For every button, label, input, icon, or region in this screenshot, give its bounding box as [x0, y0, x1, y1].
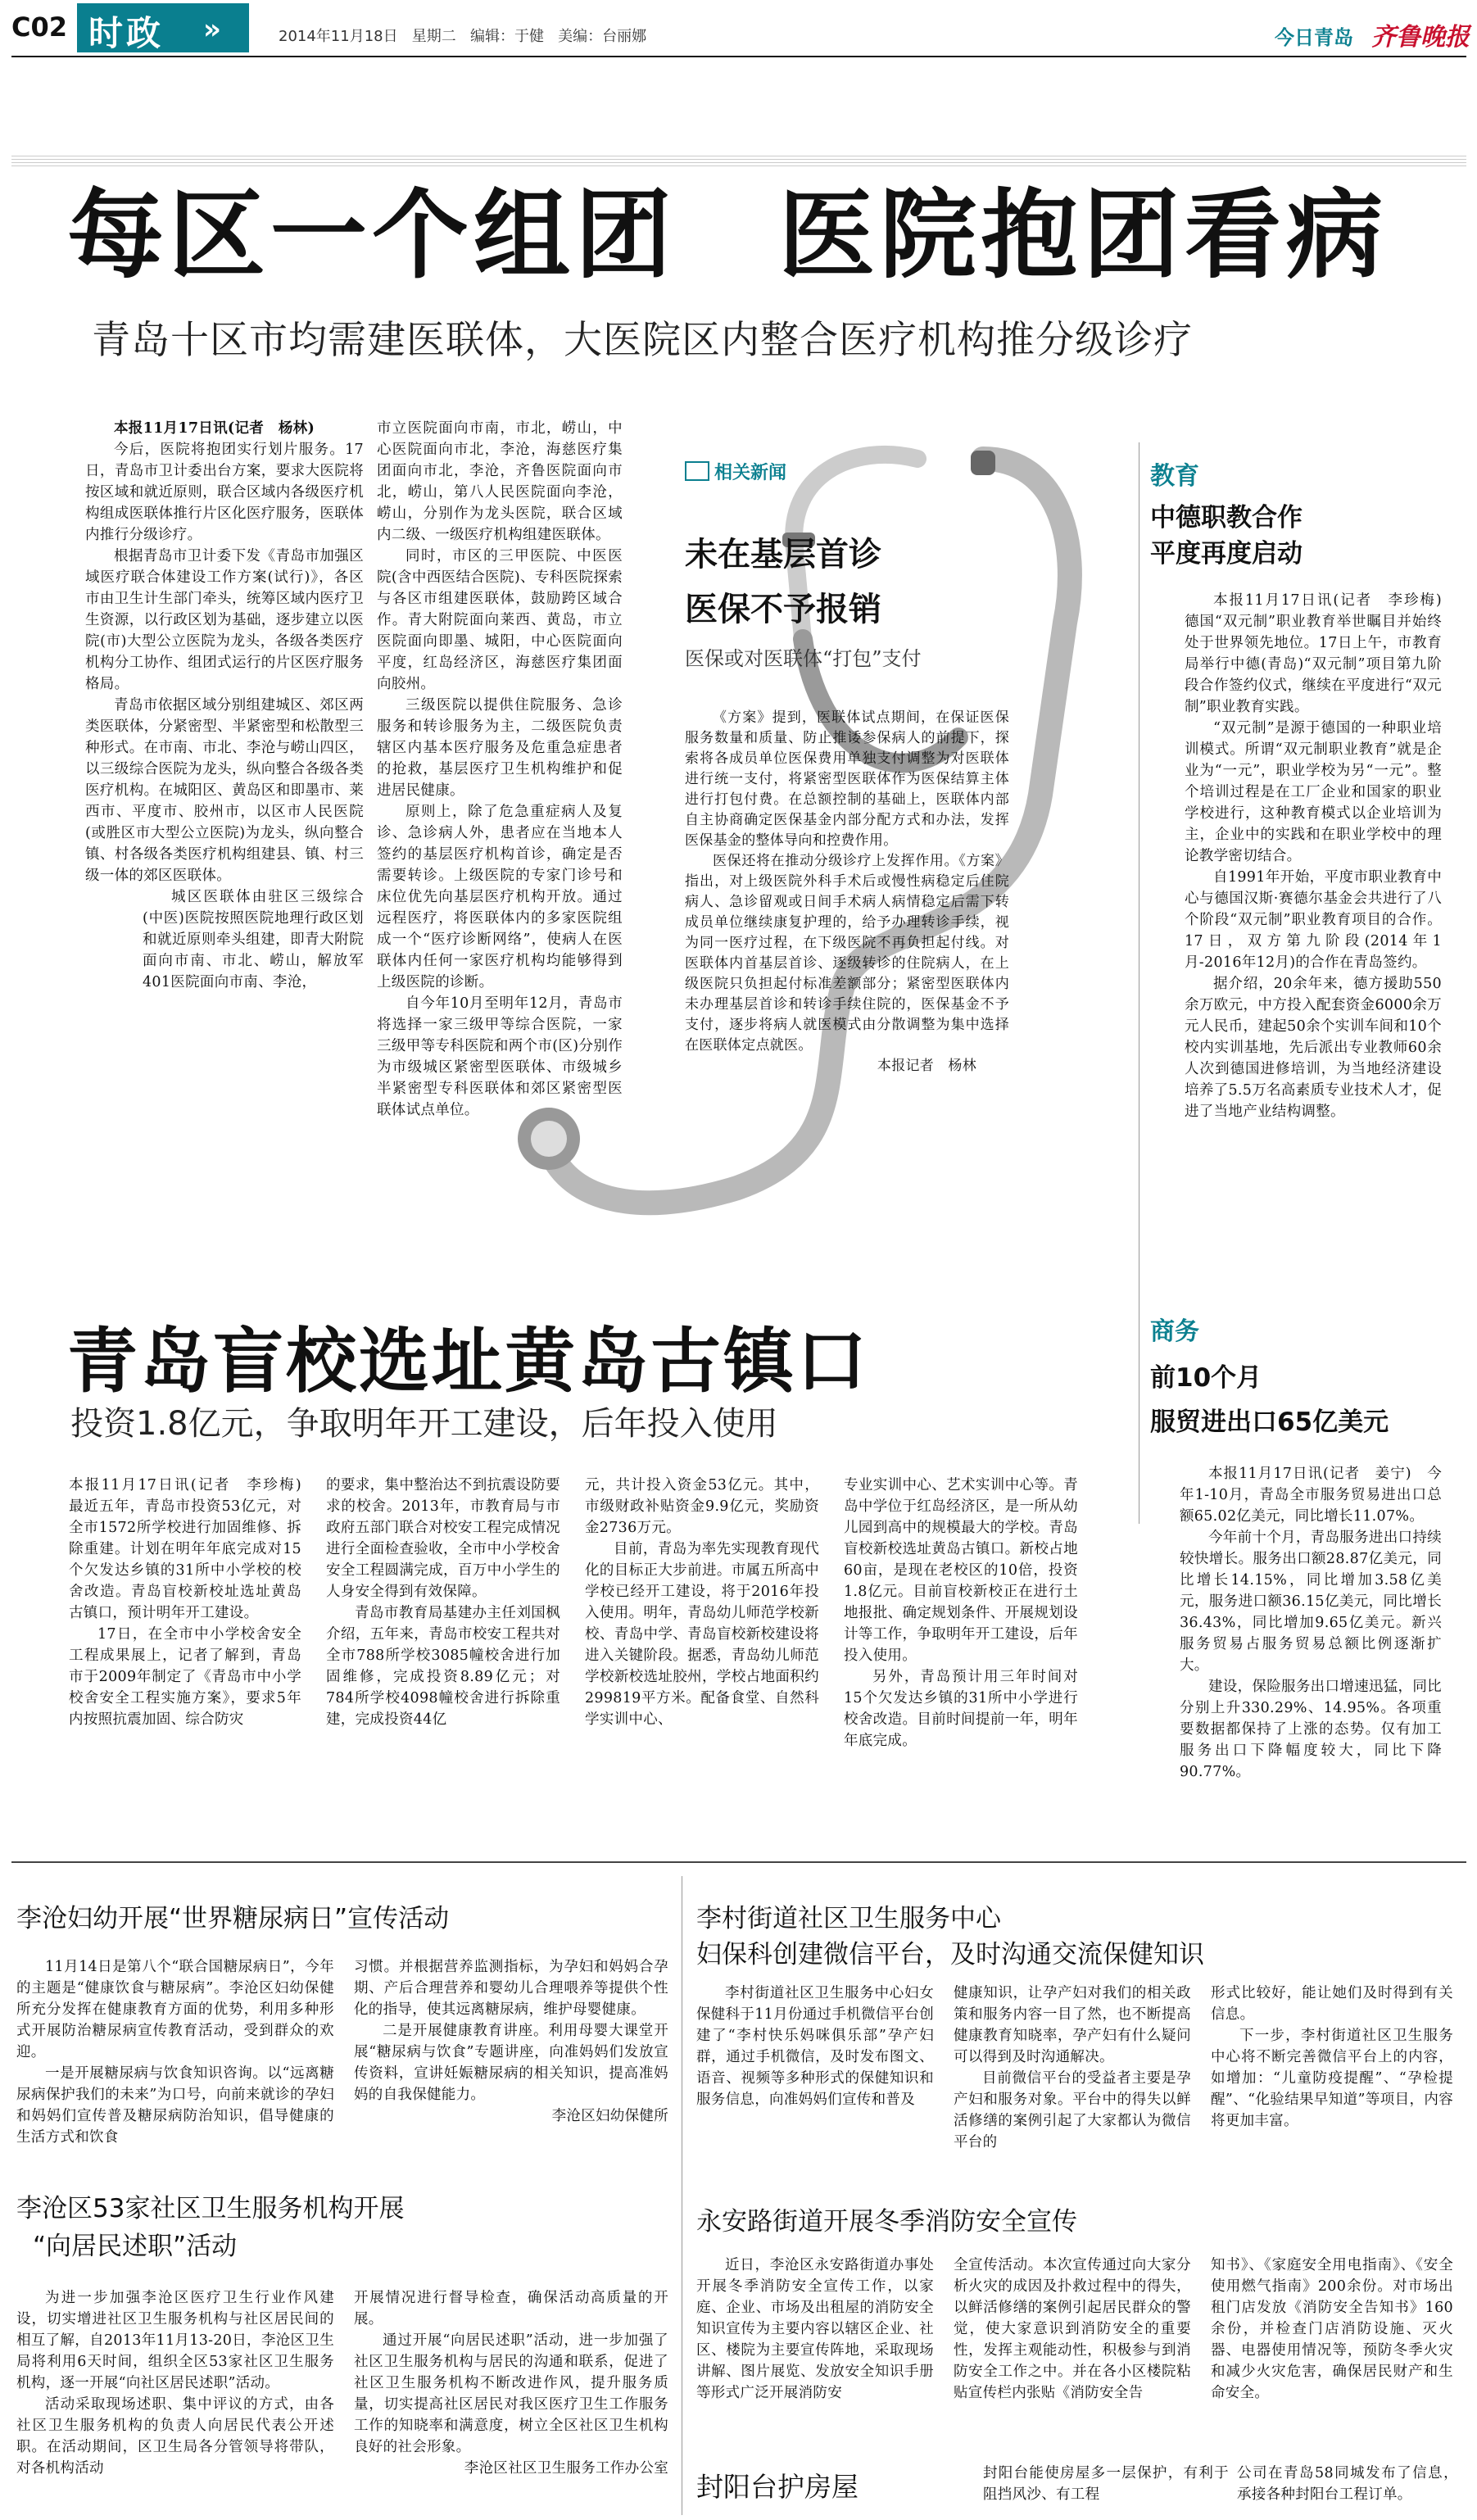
blind-headline: 青岛盲校选址黄岛古镇口: [67, 1321, 869, 1403]
briefs-rule: [11, 1861, 1466, 1863]
blind-column-1: 本报11月17日讯(记者 李珍梅) 最近五年，青岛市投资53亿元，对全市1572所学校进行加固维修、拆除重建。计划在明年年底完成对15个欠发达乡镇的31所中小学校的校舍改造。青岛盲校新校址选址黄岛古镇口，预计明年开工建设。 17日，在全市中小学校舍安全工程成果展上，记者了解到，青岛市于2009年制定了《青岛市中小学校舍安全工程实施方案》，要求5年内按照抗震加固、综合防灾: [69, 1477, 316, 1728]
blind-column-4: 专业实训中心、艺术实训中心等。青岛中学位于红岛经济区，是一所从幼儿园到高中的规模最大的学校。青岛盲校新校选址黄岛古镇口。新校占地60亩，是现在老校区的10倍，投资1.8亿元。目前盲校新校正在进行土地报批、确定规划条件、开展规划设计等工作，争取明年开工建设，后年投入使用。 另外，青岛预计用三年时间对15个欠发达乡镇的31所中小学进行校舍改造。目前时间提前一年，明年年底完成。: [844, 1477, 1078, 1749]
brief-3-title-1: 李村街道社区卫生服务中心: [696, 1904, 1001, 1933]
brief-4-title: 永安路街道开展冬季消防安全宣传: [696, 2207, 1077, 2237]
brief-1-column-2: 习惯。并根据营养监测指标，为孕妇和妈妈合孕期、产后合理营养和婴幼儿合理喂养等提供个性化的指导，使其远离糖尿病，维护母婴健康。 二是开展健康教育讲座。利用母婴大课堂开展“糖尿病与饮食”专题讲座，向准妈妈们发放宣传资料，宣讲妊娠糖尿病的相关知识，提高准妈妈的自我保健能力。 李沧区妇幼保健所: [354, 1959, 668, 2124]
commerce-title-2: 服贸进出口65亿美元: [1150, 1407, 1389, 1437]
education-title-2: 平度再度启动: [1150, 539, 1303, 569]
brief-5-title: 封阳台护房屋: [696, 2471, 859, 2503]
education-tag: 教育: [1150, 462, 1199, 491]
lead-headline: 每区一个组团 医院抱团看病: [67, 179, 1389, 292]
sidebar-subtitle: 医保或对医联体“打包”支付: [685, 647, 922, 670]
lead-subhead: 青岛十区市均需建医联体，大医院区内整合医疗机构推分级诊疗: [92, 318, 1193, 363]
lead-column-2: 市立医院面向市南，市北，崂山，中心医院面向市北，李沧，海慈医疗集团面向市北，李沧，齐鲁医院面向市北，崂山，第八人民医院面向李沧，崂山，分别作为龙头医院，联合区域内二级、一级医疗机构组建医联体。 同时，市区的三甲医院、中医医院(含中西医结合医院)、专科医院探索与各区市组建医联体，鼓励跨区域合作。青大附院面向莱西、黄岛，市立医院面向即墨、城阳，中心医院面向平度，红岛经济区，海慈医疗集团面向胶州。 三级医院以提供住院服务、急诊服务和转诊服务为主，二级医院负责辖区内基本医疗服务及危重急症患者的抢救，基层医疗卫生机构维护和促进居民健康。 原则上，除了危急重症病人及复诊、急诊病人外，患者应在当地本人签约的基层医疗机构首诊，确定是否需要转诊。上级医院的专家门诊号和床位优先向基层医疗机构开放。通过远程医疗，将医联体内的多家医院组成一个“医疗诊断网络”，使病人在医联体内任何一家医疗机构均能够得到上级医院的诊断。 自今年10月至明年12月，青岛市将选择一家三级甲等综合医院，一家三级甲等专科医院和两个市(区)分别作为市级城区紧密型医联体、市级城乡半紧密型专科医联体和郊区紧密型医联体试点单位。: [377, 420, 623, 1118]
commerce-tag: 商务: [1150, 1317, 1199, 1346]
education-title-1: 中德职教合作: [1150, 503, 1303, 533]
brief-2-column-2: 开展情况进行督导检查，确保活动高质量的开展。 通过开展“向居民述职”活动，进一步加强了社区卫生服务机构与居民的沟通和联系，促进了社区卫生服务机构不断改进作风，提升服务质量，切实提高社区居民对我区医疗卫生工作服务工作的知晓率和满意度，树立全区社区卫生机构良好的社会形象。 李沧区社区卫生服务工作办公室: [354, 2290, 668, 2477]
header-deco-lines: [11, 156, 1466, 167]
related-news-tag: 相关新闻: [685, 459, 786, 484]
sidebar-body: 《方案》提到，医联体试点期间，在保证医保服务数量和质量、防止推诿参保病人的前提下，探索将各成员单位医保费用单独支付调整为对医联体进行统一支付，将紧密型医联体作为医保结算主体进行打包付费。在总额控制的基础上，医联体内部自主协商确定医保基金内部分配方式和办法，发挥医保基金的整体导向和控费作用。 医保还将在推动分级诊疗上发挥作用。《方案》指出，对上级医院外科手术后或慢性病稳定后住院病人、急诊留观或日间手术病人病情稳定后需下转成员单位继续康复护理的，给予办理转诊手续，视为同一医疗过程，在下级医院不再负担起付线。对医联体内首基层首诊、逐级转诊的住院病人，在上级医院只负担起付标准差额部分；紧密型医联体内未办理基层首诊和转诊手续住院的，医保基金不予支付，逐步将病人就医模式由分散调整为集中选择在医联体定点就医。 本报记者 杨林: [685, 709, 1009, 1074]
header-info: 2014年11月18日 星期二 编辑：于健 美编：台丽娜: [279, 28, 647, 45]
header-rule: [11, 56, 1466, 57]
commerce-body: 本报11月17日讯(记者 姜宁) 今年1-10月，青岛全市服务贸易进出口总额65.02亿美元，同比增长11.07%。 今年前十个月，青岛服务进出口持续较快增长。服务出口额28.87亿美元，同比增长14.15%，同比增加3.58亿美元，服务进口额36.15亿美元，同比增长36.43%，同比增加9.65亿美元。新兴服务贸易占服务贸易总额比例逐渐扩大。 建设，保险服务出口增速迅猛，同比分别上升330.29%、14.95%。各项重要数据都保持了上涨的态势。仅有加工服务出口下降幅度较大，同比下降90.77%。: [1180, 1466, 1442, 1780]
brief-4-column-2: 全宣传活动。本次宣传通过向大家分析火灾的成因及扑救过程中的得失，以鲜活修缮的案例引起居民群众的警觉，使大家意识到消防安全的重要性，发挥主观能动性，积极参与到消防安全工作之中。并在各小区楼院粘贴宣传栏内张贴《消防安全告: [954, 2257, 1191, 2401]
blind-subhead: 投资1.8亿元，争取明年开工建设，后年投入使用: [70, 1405, 778, 1443]
lead-column-1: 本报11月17日讯(记者 杨林) 今后，医院将抱团实行划片服务。17日，青岛市卫计委出台方案，要求大医院将按区域和就近原则，联合区域内各级医疗机构组成医联体推行片区化医疗服务，医联体内推行分级诊疗。 根据青岛市卫计委下发《青岛市加强区域医疗联合体建设工作方案(试行)》，各区市由卫生计生部门牵头，统筹区域内医疗卫生资源，以行政区划为基础，逐步建立以医院(市)大型公立医院为龙头，各级各类医疗机构分工协作、组团式运行的片区医疗服务格局。 青岛市依据区域分别组建城区、郊区两类医联体，分紧密型、半紧密型和松散型三种形式。在市南、市北、李沧与崂山四区，以三级综合医院为龙头，纵向整合各级各类医疗机构。在城阳区、黄岛区和即墨市、莱西市、平度市、胶州市，以区市人民医院(或胜区市大型公立医院)为龙头，纵向整合镇、村各级各类医疗机构组建县、镇、村三级一体的郊区医联体。 城区医联体由驻区三级综合(中医)医院按照医院地理行政区划和就近原则牵头组建，即青大附院面向市南、市北、崂山，解放军401医院面向市南、李沧，: [85, 420, 364, 990]
brief-3-column-1: 李村街道社区卫生服务中心妇女保健科于11月份通过手机微信平台创建了“李村快乐妈咪俱乐部”孕产妇群，通过手机微信，及时发布图文、语音、视频等多种形式的保健知识和服务信息，向准妈妈们宣传和普及: [696, 1985, 934, 2108]
brief-5-column-2: 公司在青岛58同城发布了信息，承接各种封阳台工程订单。: [1237, 2465, 1458, 2503]
news-icon: [685, 461, 709, 481]
education-body: 本报11月17日讯(记者 李珍梅) 德国“双元制”职业教育举世瞩目并始终处于世界领先地位。17日上午，市教育局举行中德(青岛)“双元制”项目第九阶段合作签约仪式，继续在平度进行“双元制”职业教育实践。 “双元制”是源于德国的一种职业培训模式。所谓“双元制职业教育”就是企业为“一元”，职业学校为另“一元”。整个培训过程是在工厂企业和国家的职业学校进行，这种教育模式以企业培训为主，企业中的实践和在职业学校中的理论教学密切结合。 自1991年开始，平度市职业教育中心与德国汉斯·赛德尔基金会共进行了八个阶段“双元制”职业教育项目的合作。17日，双方第九阶段(2014年1月-2016年12月)的合作在青岛签约。 据介绍，20余年来，德方援助550余万欧元，中方投入配套资金6000余万元人民币，建起50余个实训车间和10个校内实训基地，先后派出专业教师60余人次到德国进修培训，为当地经济建设培养了5.5万名高素质专业技术人才，促进了当地产业结构调整。: [1185, 592, 1457, 1120]
masthead-logo: 齐鲁晚报: [1371, 23, 1470, 52]
brief-2-title-2: “向居民述职”活动: [33, 2232, 238, 2261]
page-number: C02: [11, 11, 68, 43]
brief-4-column-1: 近日，李沧区永安路街道办事处开展冬季消防安全宣传工作，以家庭、企业、市场及出租屋的消防安全知识宣传为主要内容以辖区企业、社区、楼院为主要宣传阵地，采取现场讲解、图片展览、发放安全知识手册等形式广泛开展消防安: [696, 2257, 934, 2401]
brief-2-column-1: 为进一步加强李沧区医疗卫生行业作风建设，切实增进社区卫生服务机构与社区居民间的相互了解，自2013年11月13-20日，李沧区卫生局将利用6天时间，组织全区53家社区卫生服务机构，逐一开展“向社区居民述职”活动。 活动采取现场述职、集中评议的方式，由各社区卫生服务机构的负责人向居民代表公开述职。在活动期间，区卫生局各分管领导将带队，对各机构活动: [16, 2290, 334, 2477]
brief-1-column-1: 11月14日是第八个“联合国糖尿病日”，今年的主题是“健康饮食与糖尿病”。李沧区妇幼保健所充分发挥在健康教育方面的优势，利用多种形式开展防治糖尿病宣传教育活动，受到群众的欢迎。 一是开展糖尿病与饮食知识咨询。以“远离糖尿病保护我们的未来”为口号，向前来就诊的孕妇和妈妈们宣传普及糖尿病防治知识，倡导健康的生活方式和饮食: [16, 1959, 334, 2146]
brief-1-title: 李沧妇幼开展“世界糖尿病日”宣传活动: [16, 1904, 450, 1933]
brief-3-column-2: 健康知识，让孕产妇对我们的相关政策和服务内容一目了然，也不断提高健康教育知晓率，孕产妇有什么疑问可以得到及时沟通解决。 目前微信平台的受益者主要是孕产妇和服务对象。平台中的得失以鲜活修缮的案例引起了大家都认为微信平台的: [954, 1985, 1191, 2151]
blind-column-3: 元，共计投入资金53亿元。其中，市级财政补贴资金9.9亿元，奖励资金2736万元。 目前，青岛为率先实现教育现代化的目标正大步前进。市属五所高中学校已经开工建设，将于2016年投入使用。明年，青岛幼儿师范学校新校、青岛中学、青岛盲校新校建设将进入关键阶段。据悉，青岛幼儿师范学校新校选址胶州，学校占地面积约299819平方米。配备食堂、自然科学实训中心、: [585, 1477, 819, 1728]
brief-5-column-1: 封阳台能使房屋多一层保护，有利于阻挡风沙、有工程: [983, 2465, 1229, 2503]
sidebar-title-1: 未在基层首诊: [685, 536, 881, 573]
brief-3-title-2: 妇保科创建微信平台，及时沟通交流保健知识: [696, 1940, 1204, 1969]
brief-2-title-1: 李沧区53家社区卫生服务机构开展: [16, 2194, 405, 2223]
header-tag: 今日青岛: [1275, 26, 1353, 49]
section-title: 时政: [88, 13, 165, 53]
brief-4-column-3: 知书》、《家庭安全用电指南》、《安全使用燃气指南》200余份。对市场出租门店发放《消防安全告知书》160余份，并检查门店消防设施、灭火器、电器使用情况等，预防冬季火灾和减少火灾危害，确保居民财产和生命安全。: [1211, 2257, 1453, 2401]
brief-3-column-3: 形式比较好，能让她们及时得到有关信息。 下一步，李村街道社区卫生服务中心将不断完善微信平台上的内容，如增加：“儿童防疫提醒”、“孕检提醒”、“化验结果早知道”等项目，内容将更加丰富。: [1211, 1985, 1453, 2129]
sidebar-title-2: 医保不予报销: [685, 591, 881, 628]
blind-column-2: 的要求，集中整治达不到抗震设防要求的校舍。2013年，市教育局与市政府五部门联合对校安工程完成情况进行全面检查验收，全市中小学校舍安全工程圆满完成，百万中小学生的人身安全得到有效保障。 青岛市教育局基建办主任刘国枫介绍，五年来，青岛市校安工程共对全市788所学校3085幢校舍进行加固维修，完成投资8.89亿元；对784所学校4098幢校舍进行拆除重建，完成投资44亿: [326, 1477, 560, 1728]
chevron-right-icon: »: [203, 13, 221, 46]
commerce-title-1: 前10个月: [1150, 1363, 1262, 1393]
